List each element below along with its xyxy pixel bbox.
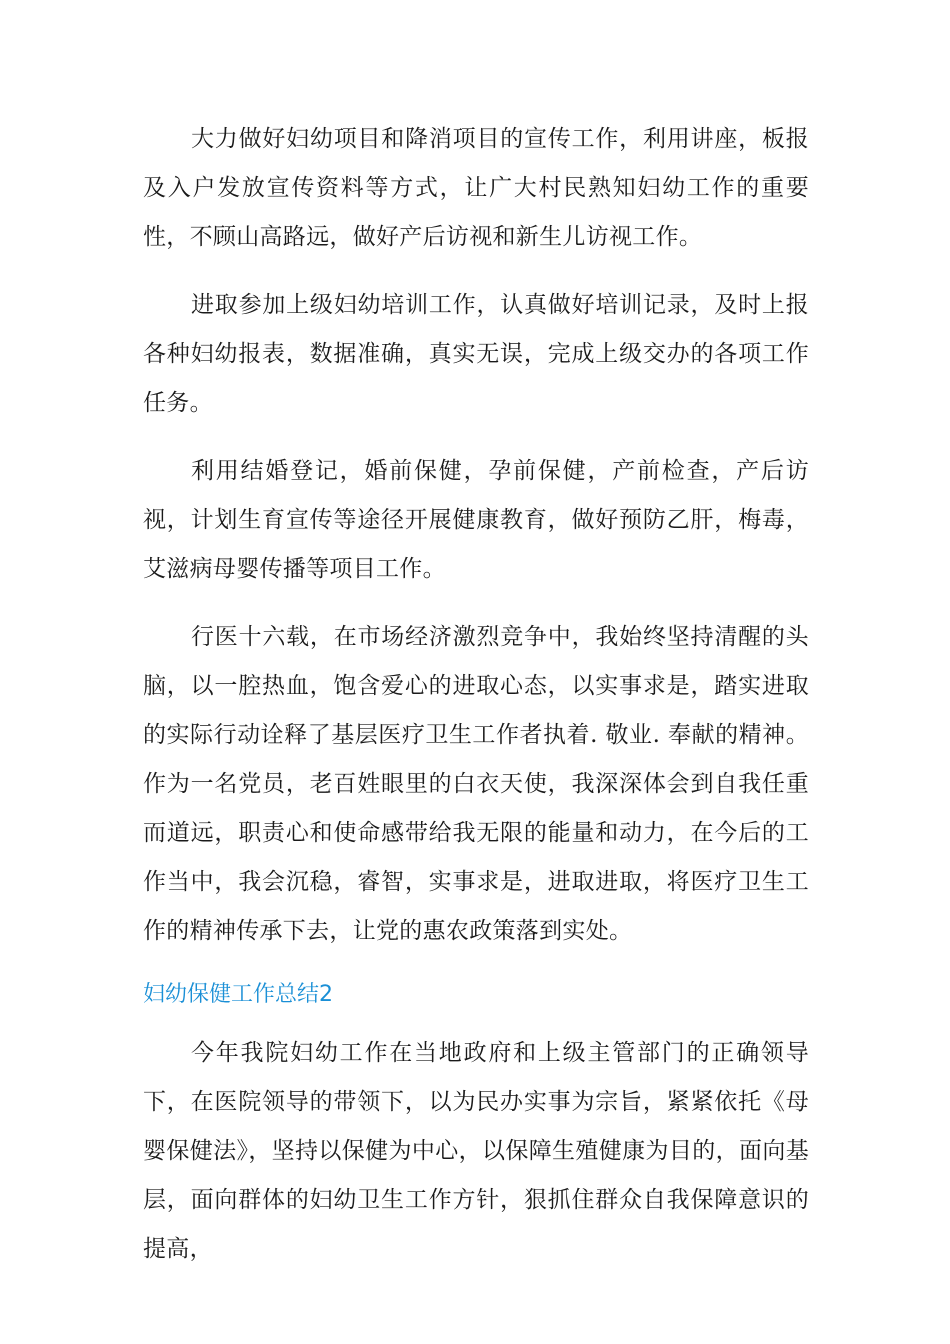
document-body: [143, 115, 809, 1293]
paragraph-publicity: 大力做好妇幼项目和降消项目的宣传工作，利用讲座，板报及入户发放宣传资料等方式，让广大村民熟知妇幼工作的重要性，不顾山高路远，做好产后访视和新生儿访视工作。: [143, 126, 809, 250]
paragraph-career-reflection: 行医十六载，在市场经济激烈竞争中，我始终坚持清醒的头脑，以一腔热血，饱含爱心的进取心态，以实事求是，踏实进取的实际行动诠释了基层医疗卫生工作者执着. 敬业. 奉献的精神。作为一名党员，老百姓眼里的白衣天使，我深深体会到自我任重而道远，职责心和使命感带给我无限的能量和动力，在今后的工作当中，我会沉稳，睿智，实事求是，进取进取，将医疗卫生工作的精神传承下去，让党的惠农政策落到实处。: [143, 624, 809, 944]
paragraph-health-education: 利用结婚登记，婚前保健，孕前保健，产前检查，产后访视，计划生育宣传等途径开展健康教育，做好预防乙肝，梅毒，艾滋病母婴传播等项目工作。: [143, 458, 809, 582]
paragraph-annual-summary: 今年我院妇幼工作在当地政府和上级主管部门的正确领导下，在医院领导的带领下，以为民办实事为宗旨，紧紧依托《母婴保健法》，坚持以保健为中心，以保障生殖健康为目的，面向基层，面向群体的妇幼卫生工作方针，狠抓住群众自我保障意识的提高，: [143, 1040, 809, 1262]
paragraph-training: 进取参加上级妇幼培训工作，认真做好培训记录，及时上报各种妇幼报表，数据准确，真实无误，完成上级交办的各项工作任务。: [143, 292, 809, 416]
section-heading: 妇幼保健工作总结2: [143, 982, 333, 1007]
